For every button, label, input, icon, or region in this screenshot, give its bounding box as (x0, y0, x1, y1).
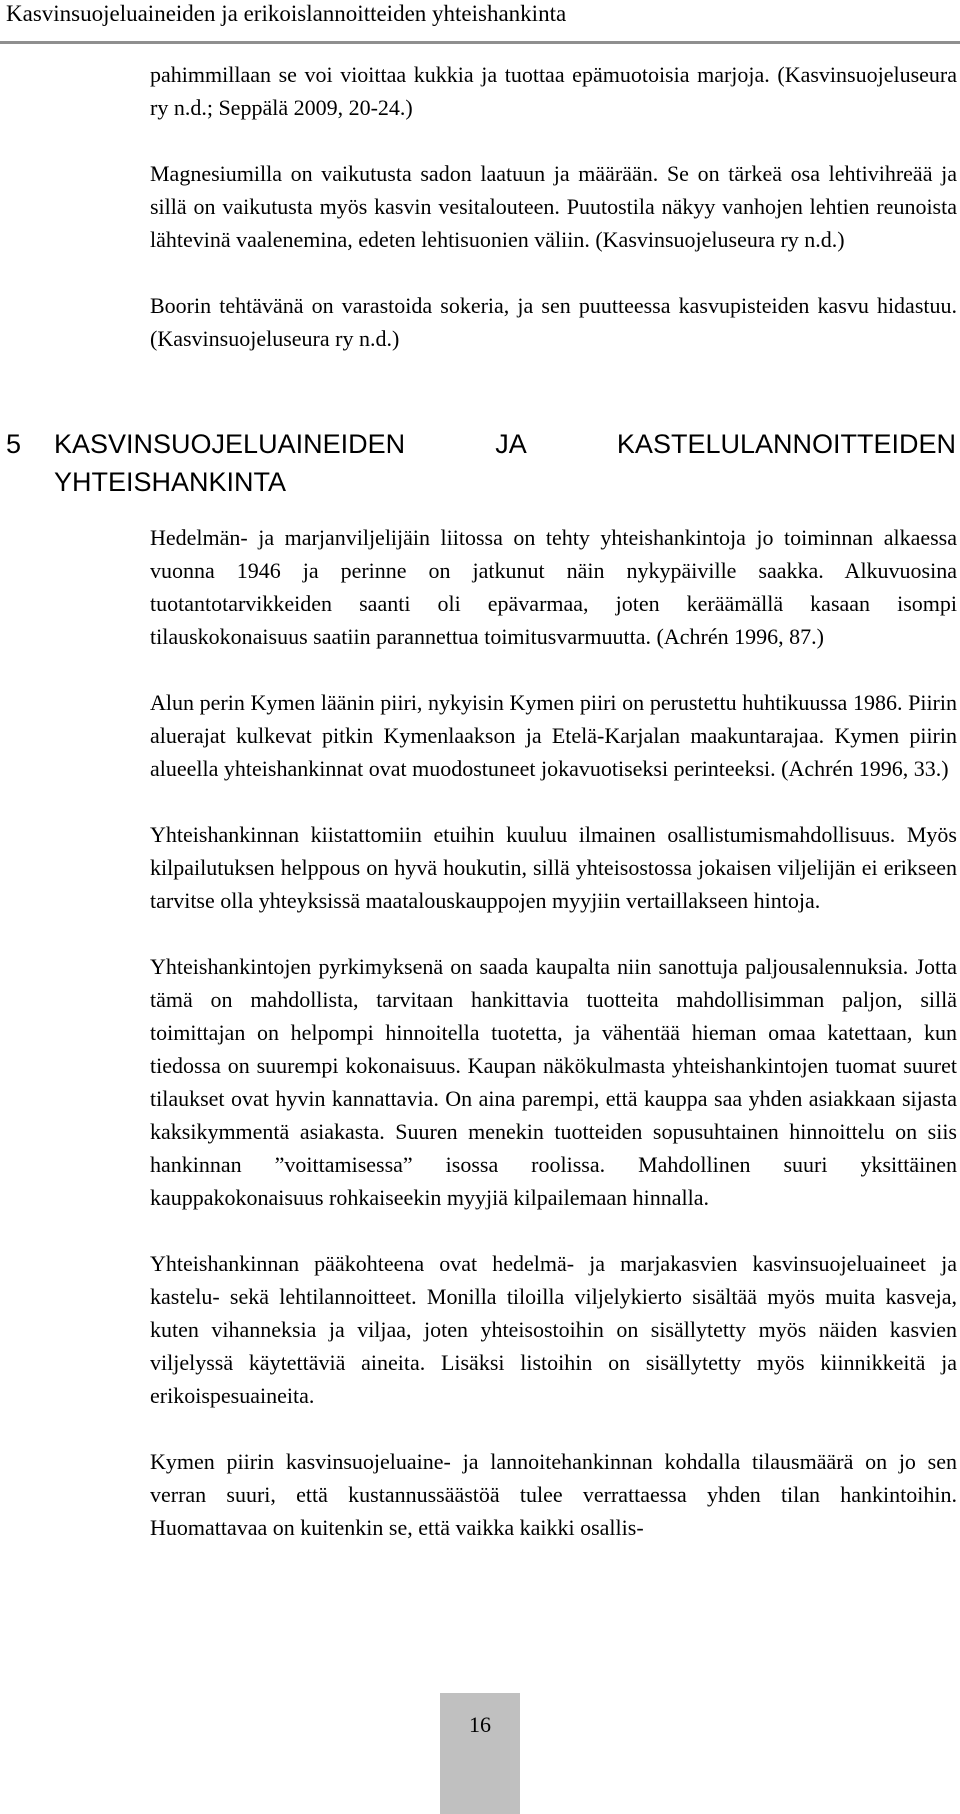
section-body (150, 521, 957, 1577)
paragraph-kymen-district: Alun perin Kymen läänin piiri, nykyisin Kymen piiri on perustettu huhtikuussa 1986. Piirin aluerajat kulkevat pitkin Kymenlaakson ja Etelä-Karjalan maakuntarajaa. Kymen piirin alueella yhteishankinnat ovat muodostuneet jokavuotiseksi perinteeksi. (Achrén 1996, 33.) (150, 690, 957, 781)
paragraph-history: Hedelmän- ja marjanviljelijäin liitossa on tehty yhteishankintoja jo toiminnan alkaessa vuonna 1946 ja perinne on jatkunut näin nykypäiville saakka. Alkuvuosina tuotantotarvikkeiden saanti oli epävarmaa, joten keräämällä kasaan isompi tilauskokonaisuus saatiin parannettua toimitusvarmuutta. (Achrén 1996, 87.) (150, 525, 957, 649)
paragraph-volume-discounts: Yhteishankintojen pyrkimyksenä on saada kaupalta niin sanottuja paljousalennuksia. Jotta tämä on mahdollista, tarvitaan hankittavia tuotteita mahdollisimman paljon, sillä toimittajan on helpompi hinnoitella tuotetta, ja vähentää hieman omaa katettaan, kun tiedossa on suurempi kokonaisuus. Kaupan näkökulmasta yhteishankintojen tuomat suuret tilaukset ovat hyvin kannattavia. On aina parempi, että kauppa saa yhden asiakkaan sijasta kaksikymmentä asiakasta. Suuren menekin tuotteiden sopusuhtainen hinnoittelu on siis hankinnan ”voittamisessa” isossa roolissa. Mahdollinen suuri yksittäinen kauppakokonaisuus rohkaiseekin myyjiä kilpailemaan hinnalla. (150, 954, 957, 1210)
section-title-line2: YHTEISHANKINTA (54, 467, 287, 497)
paragraph-main-products: Yhteishankinnan pääkohteena ovat hedelmä- ja marjakasvien kasvinsuojeluaineet ja kastelu- sekä lehtilannoitteet. Monilla tiloilla viljelykierto sisältää myös muita kasveja, kuten vihanneksia ja viljaa, joten yhteisostoihin on sisällytetty myös näiden kasvien viljelyssä käytettäviä aineita. Lisäksi listoihin on sisällytetty myös kiinnikkeitä ja erikoispesuaineita. (150, 1251, 957, 1408)
section-heading (6, 425, 956, 501)
paragraph-boron: Boorin tehtävänä on varastoida sokeria, ja sen puutteessa kasvupisteiden kasvu hidastuu. (Kasvinsuojeluseura ry n.d.) (150, 293, 957, 351)
paragraph-magnesium: Magnesiumilla on vaikutusta sadon laatuun ja määrään. Se on tärkeä osa lehtivihreää ja sillä on vaikutusta myös kasvin vesitalouteen. Puutostila näkyy vanhojen lehtien reunoista lähtevinä vaalenemina, edeten lehtisuonien väliin. (Kasvinsuojeluseura ry n.d.) (150, 161, 957, 252)
running-title: Kasvinsuojeluaineiden ja erikoislannoitteiden yhteishankinta (6, 1, 567, 26)
page-number-box (440, 1693, 520, 1814)
section-number: 5 (6, 429, 22, 459)
paragraph-order-volume: Kymen piirin kasvinsuojeluaine- ja lannoitehankinnan kohdalla tilausmäärä on jo sen verran suuri, että kustannussäästöä tulee verrattaessa yhden tilan hankintoihin. Huomattavaa on kuitenkin se, että vaikka kaikki osallis- (150, 1449, 957, 1540)
section-title-part1: KASVINSUOJELUAINEIDEN (54, 429, 406, 459)
page-number: 16 (469, 1712, 491, 1737)
section-title-part2: JA (495, 429, 527, 459)
top-text-block (150, 58, 957, 388)
paragraph-benefits: Yhteishankinnan kiistattomiin etuihin kuuluu ilmainen osallistumismahdollisuus. Myös kilpailutuksen helppous on hyvä houkutin, sillä yhteisostossa jokaisen viljelijän ei erikseen tarvitse olla yhteyksissä maatalouskauppojen myyjiin vertaillakseen hintoja. (150, 822, 957, 913)
running-header (0, 0, 960, 44)
paragraph-calcium-end: pahimmillaan se voi vioittaa kukkia ja tuottaa epämuotoisia marjoja. (Kasvinsuojeluseura ry n.d.; Seppälä 2009, 20-24.) (150, 62, 957, 120)
section-title-part3: KASTELULANNOITTEIDEN (616, 429, 956, 459)
